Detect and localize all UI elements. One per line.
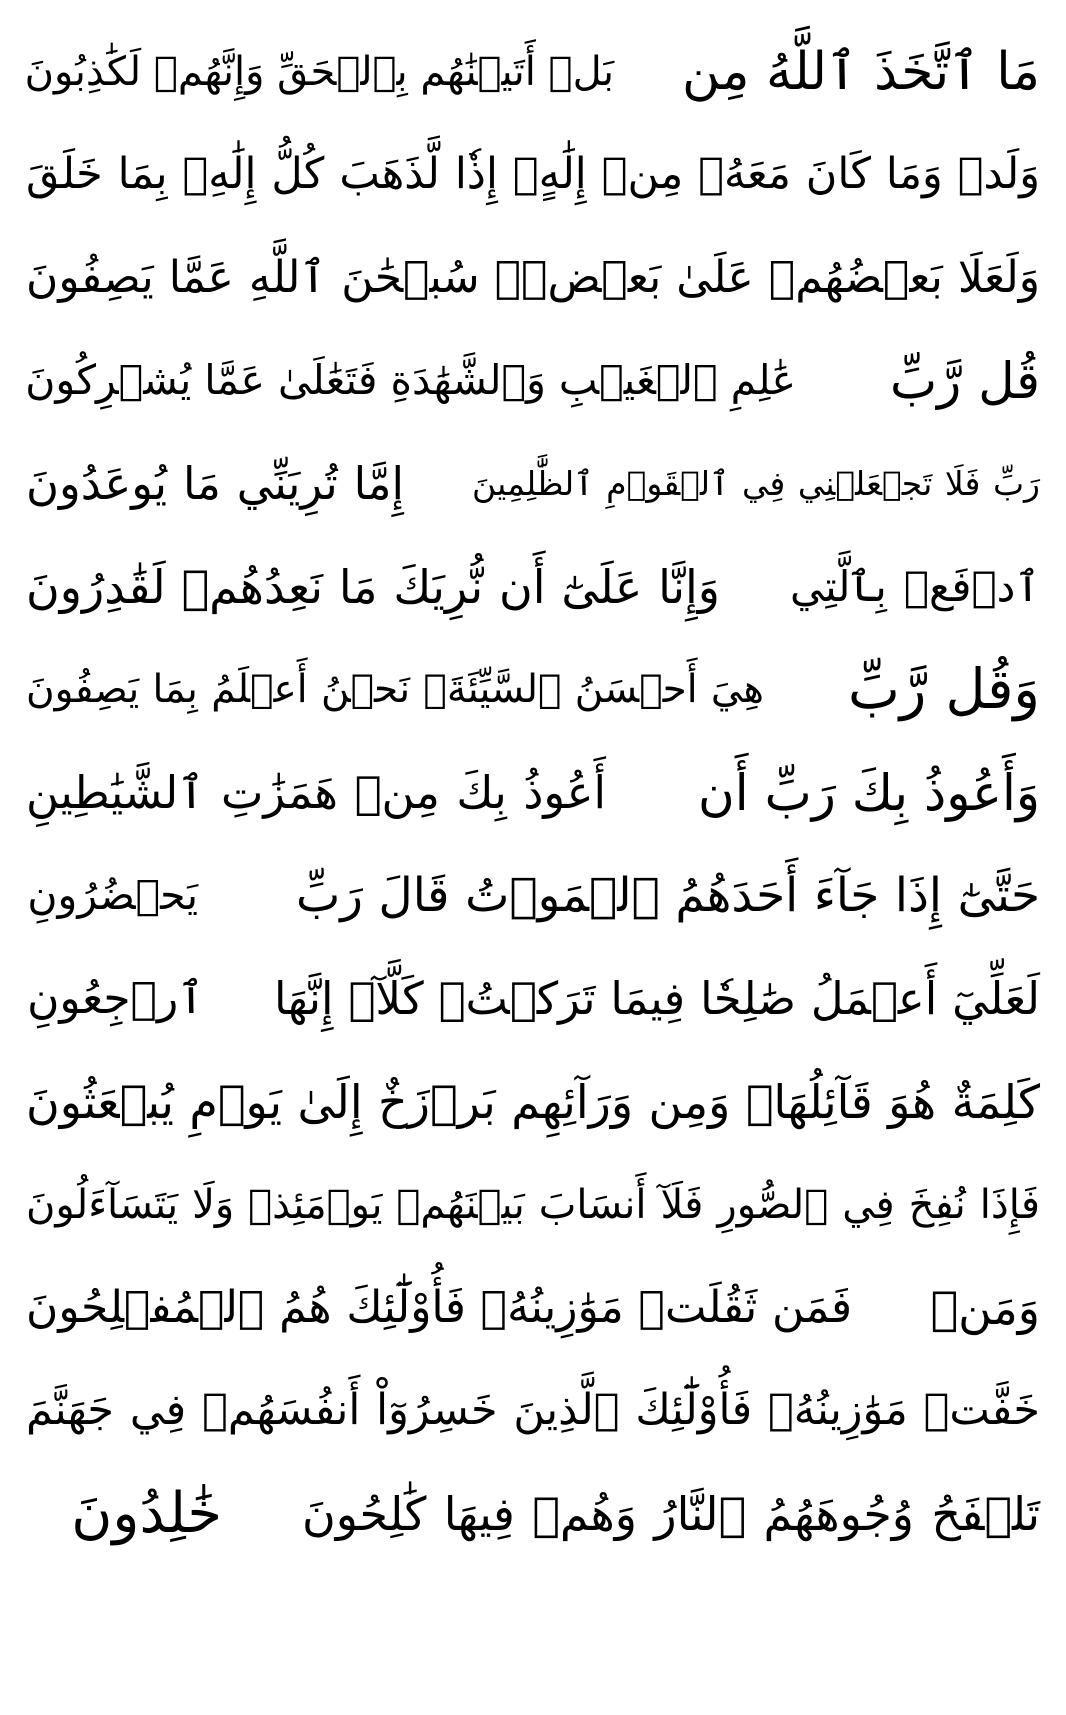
verse-segment: وَإِنَّا عَلَىٰٓ أَن نُّرِيَكَ مَا نَعِدُهُمۡ لَقَٰدِرُونَ (26, 559, 720, 614)
verse-segment: تَلۡفَحُ وُجُوهَهُمُ ٱلنَّارُ وَهُمۡ فِيهَا كَٰلِحُونَ (302, 1486, 1040, 1541)
verse-segment: قُل رَّبِّ (890, 351, 1040, 410)
verse-segment: أَعُوذُ بِكَ مِنۡ هَمَزَٰتِ ٱلشَّيَٰطِينِ (26, 766, 606, 819)
verse-segment: وَمَنۡ (930, 1280, 1040, 1335)
verse-segment: لَعَلِّيٓ أَعۡمَلُ صَٰلِحٗا فِيمَا تَرَكۡتُۚ كَلَّآۚ إِنَّهَا (274, 972, 1040, 1025)
text-line (26, 947, 1040, 1050)
verse-segment: فَإِذَا نُفِخَ فِي ٱلصُّورِ فَلَآ أَنسَابَ بَيۡنَهُمۡ يَوۡمَئِذٖ وَلَا يَتَسَآءَلُونَ (26, 1181, 1040, 1228)
text-line (26, 1153, 1040, 1256)
text-line (26, 1359, 1040, 1462)
verse-segment: خَفَّتۡ مَوَٰزِينُهُۥ فَأُوْلَٰٓئِكَ ٱلَّذِينَ خَسِرُوٓاْ أَنفُسَهُمۡ فِي جَهَنَّمَ (26, 1385, 1040, 1435)
verse-segment: حَتَّىٰٓ إِذَا جَآءَ أَحَدَهُمُ ٱلۡمَوۡتُ قَالَ رَبِّ (296, 868, 1040, 923)
verse-segment: مَا ٱتَّخَذَ ٱللَّهُ مِن (682, 41, 1040, 102)
verse-segment: عَٰلِمِ ٱلۡغَيۡبِ وَٱلشَّهَٰدَةِ فَتَعَٰلَىٰ عَمَّا يُشۡرِكُونَ (25, 356, 796, 404)
text-line (26, 844, 1040, 947)
verse-segment: وَلَدٖ وَمَا كَانَ مَعَهُۥ مِنۡ إِلَٰهٍۚ إِذٗا لَّذَهَبَ كُلُّ إِلَٰهِۢ بِمَا خَلَقَ (26, 149, 1040, 199)
text-line (26, 535, 1040, 638)
text-line (26, 1256, 1040, 1359)
verse-segment: ٱدۡفَعۡ بِٱلَّتِي (790, 561, 1040, 611)
text-line (26, 329, 1040, 432)
text-line (26, 20, 1040, 123)
verse-segment: فَمَن ثَقُلَتۡ مَوَٰزِينُهُۥ فَأُوْلَٰٓئِكَ هُمُ ٱلۡمُفۡلِحُونَ (26, 1281, 852, 1333)
text-line (26, 123, 1040, 226)
verse-segment: بَلۡ أَتَيۡنَٰهُم بِٱلۡحَقِّ وَإِنَّهُمۡ لَكَٰذِبُونَ (24, 48, 614, 95)
text-line (26, 226, 1040, 329)
text-line (26, 432, 1040, 535)
text-line (26, 741, 1040, 844)
verse-segment: كَلِمَةٌ هُوَ قَآئِلُهَاۖ وَمِن وَرَآئِهِم بَرۡزَخٌ إِلَىٰ يَوۡمِ يُبۡعَثُونَ (26, 1074, 1040, 1129)
text-line (26, 638, 1040, 741)
verse-segment: ٱرۡجِعُونِ (27, 972, 204, 1024)
verse-segment: وَقُل رَّبِّ (848, 657, 1040, 721)
text-line (26, 1050, 1040, 1153)
verse-segment: وَأَعُوذُ بِكَ رَبِّ أَن (698, 763, 1040, 822)
verse-segment: خَٰلِدُونَ (71, 1480, 222, 1546)
verse-segment: رَبِّ فَلَا تَجۡعَلۡنِي فِي ٱلۡقَوۡمِ ٱلظَّٰلِمِينَ (472, 464, 1040, 503)
text-line (26, 1462, 1040, 1565)
verse-segment: هِيَ أَحۡسَنُ ٱلسَّيِّئَةَۚ نَحۡنُ أَعۡلَمُ بِمَا يَصِفُونَ (26, 667, 764, 712)
verse-segment: إِمَّا تُرِيَنِّي مَا يُوعَدُونَ (26, 457, 404, 510)
verse-segment: يَحۡضُرُونِ (27, 871, 198, 919)
verse-segment: وَلَعَلَا بَعۡضُهُمۡ عَلَىٰ بَعۡضٖۚ سُبۡحَٰنَ ٱللَّهِ عَمَّا يَصِفُونَ (26, 251, 1040, 303)
